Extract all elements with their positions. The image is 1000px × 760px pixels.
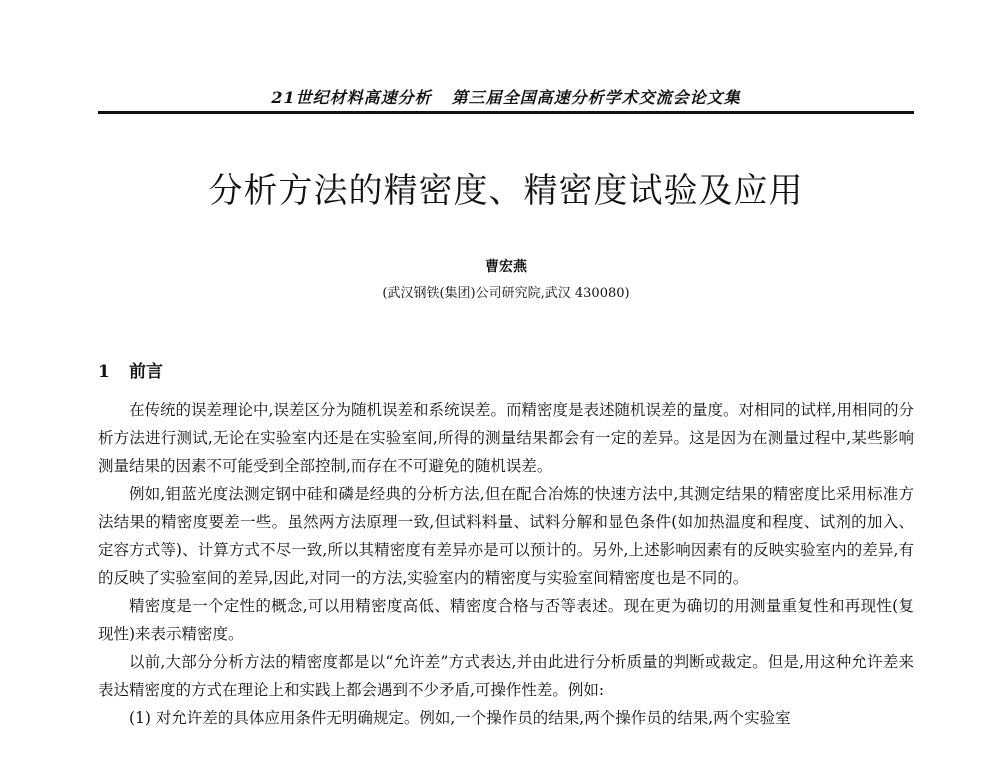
section-heading <box>98 359 163 385</box>
body-paragraph-3: 精密度是一个定性的概念,可以用精密度高低、精密度合格与否等表述。现在更为确切的用测量重复性和再现性(复现性)来表示精密度。 <box>98 597 914 643</box>
body-paragraph-5: (1) 对允许差的具体应用条件无明确规定。例如,一个操作员的结果,两个操作员的结果,两个实验室 <box>129 709 791 727</box>
author-name: 曹宏燕 <box>485 259 527 275</box>
running-header <box>98 86 914 110</box>
section-body <box>98 396 914 732</box>
paper-title: 分析方法的精密度、精密度试验及应用 <box>208 171 804 211</box>
header-rule <box>98 111 914 114</box>
body-paragraph-4: 以前,大部分分析方法的精密度都是以“允许差”方式表达,并由此进行分析质量的判断或裁定。但是,用这种允许差来表达精密度的方式在理论上和实践上都会遇到不少矛盾,可操作性差。例如: <box>98 653 914 699</box>
running-header-series: 21世纪材料高速分析 <box>271 88 432 107</box>
body-paragraph-2: 例如,钼蓝光度法测定钢中硅和磷是经典的分析方法,但在配合冶炼的快速方法中,其测定结果的精密度比采用标准方法结果的精密度要差一些。虽然两方法原理一致,但试料料量、试料分解和显色条件(如加热温度和程度、试剂的加入、定容方式等)、计算方式不尽一致,所以其精密度有差异亦是可以预计的。另外,上述影响因素有的反映实验室内的差异,有的反映了实验室间的差异,因此,对同一的方法,实验室内的精密度与实验室间精密度也是不同的。 <box>98 485 914 587</box>
author-affiliation: (武汉钢铁(集团)公司研究院,武汉 430080) <box>382 286 630 301</box>
running-header-proceedings: 第三届全国高速分析学术交流会论文集 <box>451 88 741 107</box>
section-title: 前言 <box>129 362 163 382</box>
body-paragraph-1: 在传统的误差理论中,误差区分为随机误差和系统误差。而精密度是表述随机误差的量度。对相同的试样,用相同的分析方法进行测试,无论在实验室内还是在实验室间,所得的测量结果都会有一定的差异。这是因为在测量过程中,某些影响测量结果的因素不可能受到全部控制,而存在不可避免的随机误差。 <box>98 401 914 475</box>
section-number: 1 <box>98 362 110 382</box>
